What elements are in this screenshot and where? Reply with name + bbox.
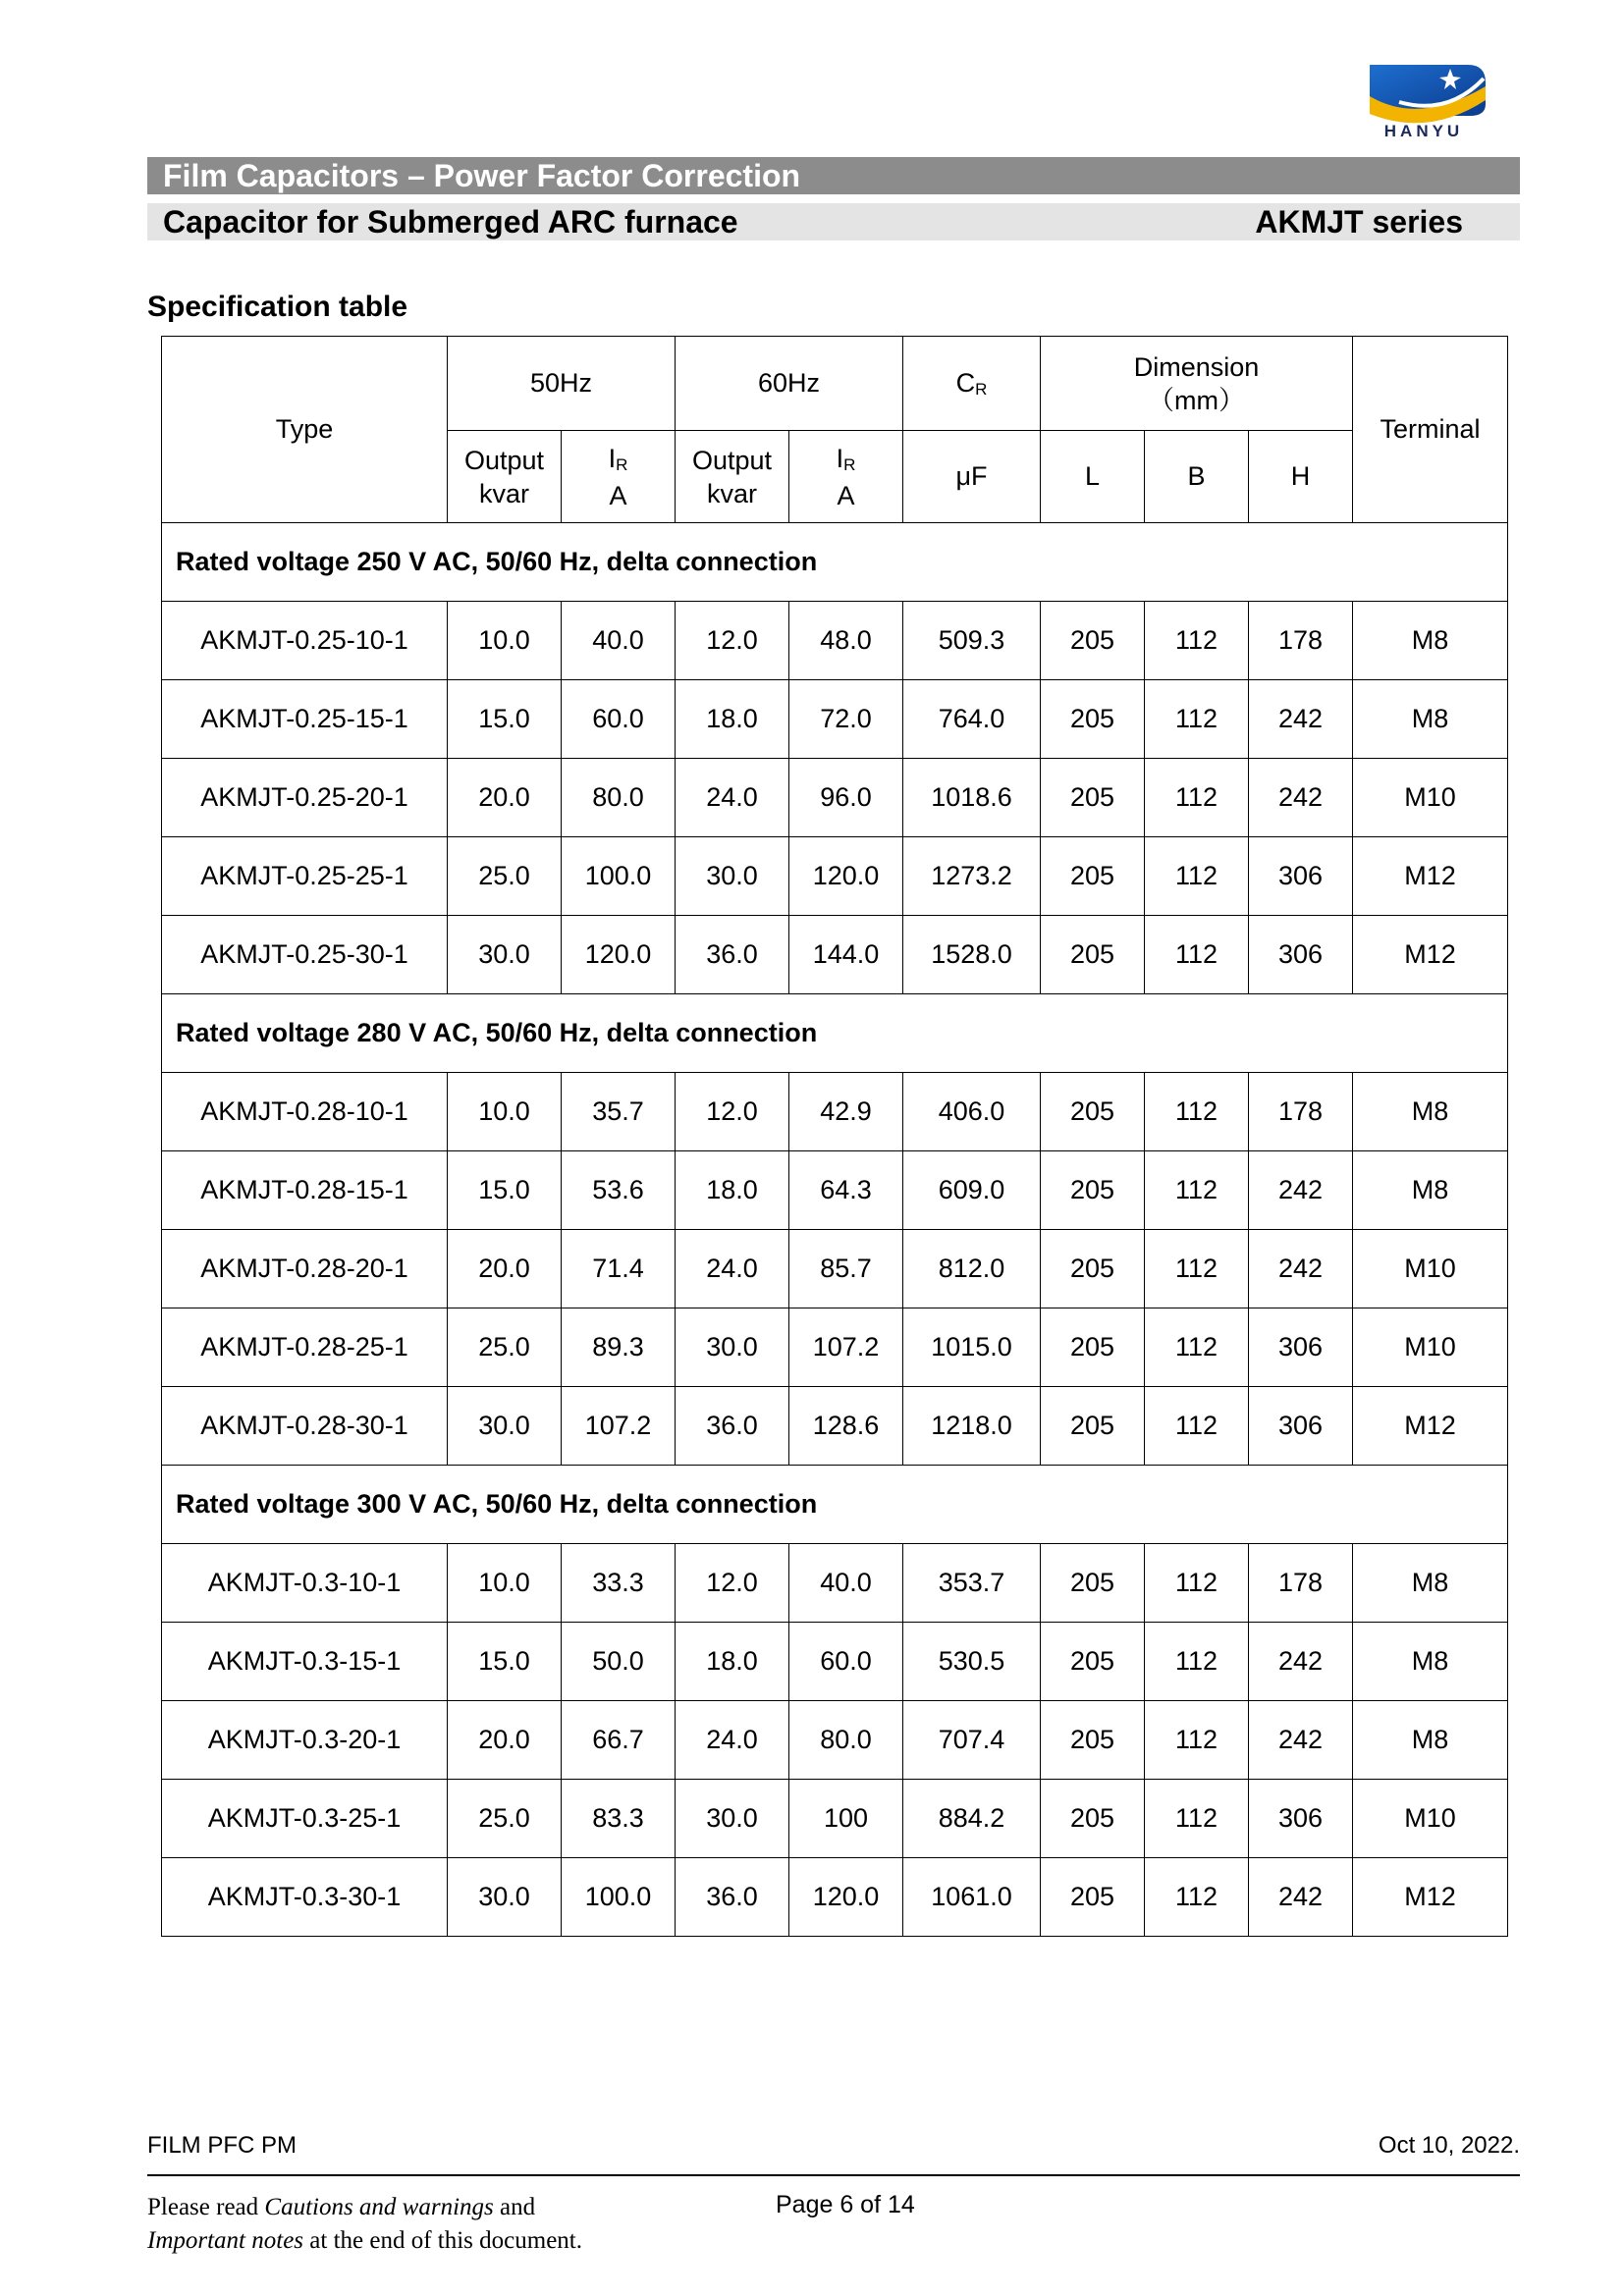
header-output-60: Output kvar <box>676 431 789 523</box>
table-row <box>162 1308 1508 1387</box>
header-ir-60: IR A <box>789 431 903 523</box>
table-cell: 128.6 <box>789 1387 903 1466</box>
table-cell: 107.2 <box>562 1387 676 1466</box>
table-cell: 242 <box>1249 1151 1353 1230</box>
header-type: Type <box>162 337 448 523</box>
header-ir-50: IR A <box>562 431 676 523</box>
table-cell: 80.0 <box>789 1701 903 1780</box>
table-cell: 306 <box>1249 1308 1353 1387</box>
table-cell: 306 <box>1249 1780 1353 1858</box>
table-cell: M8 <box>1353 1701 1508 1780</box>
table-cell: 530.5 <box>903 1623 1041 1701</box>
header-l: L <box>1041 431 1145 523</box>
table-cell: 12.0 <box>676 602 789 680</box>
table-cell: 20.0 <box>448 1701 562 1780</box>
table-cell: 205 <box>1041 1230 1145 1308</box>
header-60hz: 60Hz <box>676 337 903 431</box>
table-cell: 205 <box>1041 1623 1145 1701</box>
type-cell: AKMJT-0.3-25-1 <box>162 1780 448 1858</box>
footer-date: Oct 10, 2022. <box>1378 2132 1520 2159</box>
table-cell: M10 <box>1353 1780 1508 1858</box>
table-cell: 609.0 <box>903 1151 1041 1230</box>
table-cell: 30.0 <box>448 1387 562 1466</box>
table-cell: 36.0 <box>676 1858 789 1937</box>
table-cell: 205 <box>1041 759 1145 837</box>
table-cell: 205 <box>1041 602 1145 680</box>
type-cell: AKMJT-0.3-15-1 <box>162 1623 448 1701</box>
table-cell: 24.0 <box>676 759 789 837</box>
table-cell: 1018.6 <box>903 759 1041 837</box>
table-cell: 205 <box>1041 1073 1145 1151</box>
table-cell: 144.0 <box>789 916 903 994</box>
table-cell: 36.0 <box>676 1387 789 1466</box>
table-cell: 18.0 <box>676 1623 789 1701</box>
table-cell: M8 <box>1353 1623 1508 1701</box>
table-cell: 12.0 <box>676 1544 789 1623</box>
table-row <box>162 1073 1508 1151</box>
type-cell: AKMJT-0.25-10-1 <box>162 602 448 680</box>
table-cell: 107.2 <box>789 1308 903 1387</box>
table-cell: 509.3 <box>903 602 1041 680</box>
table-cell: 112 <box>1145 602 1249 680</box>
table-cell: 205 <box>1041 1858 1145 1937</box>
table-cell: 72.0 <box>789 680 903 759</box>
type-cell: AKMJT-0.3-30-1 <box>162 1858 448 1937</box>
table-row <box>162 1387 1508 1466</box>
table-cell: 25.0 <box>448 1308 562 1387</box>
type-cell: AKMJT-0.28-10-1 <box>162 1073 448 1151</box>
table-row <box>162 1151 1508 1230</box>
voltage-group-row <box>162 994 1508 1073</box>
table-row <box>162 1544 1508 1623</box>
header-50hz: 50Hz <box>448 337 676 431</box>
table-cell: 112 <box>1145 837 1249 916</box>
table-cell: 100 <box>789 1780 903 1858</box>
table-cell: 1218.0 <box>903 1387 1041 1466</box>
table-cell: 30.0 <box>448 1858 562 1937</box>
table-row <box>162 602 1508 680</box>
header-subtitle-bar <box>147 203 1520 240</box>
header-terminal: Terminal <box>1353 337 1508 523</box>
section-title: Specification table <box>147 291 408 323</box>
table-cell: 60.0 <box>789 1623 903 1701</box>
table-cell: 15.0 <box>448 1151 562 1230</box>
table-cell: 242 <box>1249 1701 1353 1780</box>
table-cell: 112 <box>1145 759 1249 837</box>
table-cell: 205 <box>1041 680 1145 759</box>
table-cell: 40.0 <box>789 1544 903 1623</box>
table-cell: 10.0 <box>448 1073 562 1151</box>
table-row <box>162 680 1508 759</box>
table-cell: 25.0 <box>448 1780 562 1858</box>
table-cell: 406.0 <box>903 1073 1041 1151</box>
table-cell: 40.0 <box>562 602 676 680</box>
table-cell: 120.0 <box>562 916 676 994</box>
table-cell: 50.0 <box>562 1623 676 1701</box>
table-cell: 30.0 <box>676 1780 789 1858</box>
table-cell: 60.0 <box>562 680 676 759</box>
table-cell: 205 <box>1041 1780 1145 1858</box>
table-cell: 30.0 <box>676 837 789 916</box>
header-output-50: Output kvar <box>448 431 562 523</box>
table-cell: 33.3 <box>562 1544 676 1623</box>
table-cell: 15.0 <box>448 1623 562 1701</box>
table-cell: M8 <box>1353 1073 1508 1151</box>
table-cell: M12 <box>1353 916 1508 994</box>
table-cell: 242 <box>1249 680 1353 759</box>
table-cell: 89.3 <box>562 1308 676 1387</box>
table-cell: 112 <box>1145 1623 1249 1701</box>
table-header-row <box>162 337 1508 431</box>
table-cell: 884.2 <box>903 1780 1041 1858</box>
table-cell: 812.0 <box>903 1230 1041 1308</box>
table-cell: M8 <box>1353 1151 1508 1230</box>
table-cell: M10 <box>1353 1308 1508 1387</box>
table-cell: 96.0 <box>789 759 903 837</box>
footer-doc-code: FILM PFC PM <box>147 2132 298 2159</box>
voltage-group-row <box>162 1466 1508 1544</box>
table-cell: M10 <box>1353 759 1508 837</box>
table-cell: 1061.0 <box>903 1858 1041 1937</box>
table-cell: 100.0 <box>562 1858 676 1937</box>
table-row <box>162 759 1508 837</box>
voltage-group-title: Rated voltage 300 V AC, 50/60 Hz, delta connection <box>162 1466 1508 1544</box>
table-row <box>162 1701 1508 1780</box>
table-cell: 178 <box>1249 1073 1353 1151</box>
specification-table <box>161 336 1508 1937</box>
footer-note: Please read Cautions and warnings and Important notes at the end of this document. <box>147 2194 582 2254</box>
table-cell: 120.0 <box>789 1858 903 1937</box>
page-number: Page 6 of 14 <box>776 2191 915 2218</box>
table-cell: 707.4 <box>903 1701 1041 1780</box>
table-cell: 66.7 <box>562 1701 676 1780</box>
type-cell: AKMJT-0.25-20-1 <box>162 759 448 837</box>
type-cell: AKMJT-0.25-15-1 <box>162 680 448 759</box>
table-cell: 242 <box>1249 1230 1353 1308</box>
table-cell: 205 <box>1041 1151 1145 1230</box>
table-cell: 1528.0 <box>903 916 1041 994</box>
table-cell: 112 <box>1145 1701 1249 1780</box>
table-cell: 80.0 <box>562 759 676 837</box>
table-cell: 24.0 <box>676 1230 789 1308</box>
table-cell: M12 <box>1353 1858 1508 1937</box>
voltage-group-row <box>162 523 1508 602</box>
header-title-bar: Film Capacitors – Power Factor Correction <box>147 157 1520 194</box>
table-cell: 64.3 <box>789 1151 903 1230</box>
table-cell: 1273.2 <box>903 837 1041 916</box>
table-cell: 1015.0 <box>903 1308 1041 1387</box>
table-cell: 10.0 <box>448 602 562 680</box>
table-cell: 20.0 <box>448 759 562 837</box>
table-cell: M8 <box>1353 1544 1508 1623</box>
table-cell: 242 <box>1249 1858 1353 1937</box>
table-cell: 178 <box>1249 1544 1353 1623</box>
table-cell: 30.0 <box>448 916 562 994</box>
table-cell: M10 <box>1353 1230 1508 1308</box>
table-cell: 306 <box>1249 1387 1353 1466</box>
type-cell: AKMJT-0.25-30-1 <box>162 916 448 994</box>
table-cell: 30.0 <box>676 1308 789 1387</box>
table-cell: 306 <box>1249 916 1353 994</box>
table-cell: 120.0 <box>789 837 903 916</box>
table-cell: 12.0 <box>676 1073 789 1151</box>
table-cell: 71.4 <box>562 1230 676 1308</box>
table-cell: M8 <box>1353 602 1508 680</box>
header-cr: CR <box>903 337 1041 431</box>
table-cell: 112 <box>1145 680 1249 759</box>
type-cell: AKMJT-0.28-20-1 <box>162 1230 448 1308</box>
table-cell: 112 <box>1145 1780 1249 1858</box>
table-cell: 112 <box>1145 1151 1249 1230</box>
table-cell: 205 <box>1041 1701 1145 1780</box>
table-cell: 242 <box>1249 1623 1353 1701</box>
table-cell: 48.0 <box>789 602 903 680</box>
type-cell: AKMJT-0.3-10-1 <box>162 1544 448 1623</box>
table-cell: 18.0 <box>676 680 789 759</box>
type-cell: AKMJT-0.28-15-1 <box>162 1151 448 1230</box>
table-cell: 83.3 <box>562 1780 676 1858</box>
table-cell: 10.0 <box>448 1544 562 1623</box>
header-b: B <box>1145 431 1249 523</box>
table-cell: 112 <box>1145 1858 1249 1937</box>
table-cell: 85.7 <box>789 1230 903 1308</box>
header-h: H <box>1249 431 1353 523</box>
table-row <box>162 1858 1508 1937</box>
table-cell: 205 <box>1041 916 1145 994</box>
type-cell: AKMJT-0.28-25-1 <box>162 1308 448 1387</box>
table-cell: M12 <box>1353 1387 1508 1466</box>
type-cell: AKMJT-0.28-30-1 <box>162 1387 448 1466</box>
table-row <box>162 1623 1508 1701</box>
table-cell: 306 <box>1249 837 1353 916</box>
table-row <box>162 1230 1508 1308</box>
table-cell: 205 <box>1041 1544 1145 1623</box>
table-cell: 25.0 <box>448 837 562 916</box>
table-cell: 112 <box>1145 916 1249 994</box>
table-cell: 112 <box>1145 1230 1249 1308</box>
table-cell: 100.0 <box>562 837 676 916</box>
table-cell: 112 <box>1145 1544 1249 1623</box>
table-cell: 178 <box>1249 602 1353 680</box>
table-cell: 35.7 <box>562 1073 676 1151</box>
table-row <box>162 1780 1508 1858</box>
table-cell: 242 <box>1249 759 1353 837</box>
header-uf: μF <box>903 431 1041 523</box>
voltage-group-title: Rated voltage 280 V AC, 50/60 Hz, delta connection <box>162 994 1508 1073</box>
table-row <box>162 916 1508 994</box>
table-cell: M8 <box>1353 680 1508 759</box>
table-row <box>162 837 1508 916</box>
table-cell: 24.0 <box>676 1701 789 1780</box>
table-cell: 20.0 <box>448 1230 562 1308</box>
table-cell: M12 <box>1353 837 1508 916</box>
voltage-group-title: Rated voltage 250 V AC, 50/60 Hz, delta connection <box>162 523 1508 602</box>
table-cell: 112 <box>1145 1073 1249 1151</box>
table-cell: 112 <box>1145 1308 1249 1387</box>
series-name: AKMJT series <box>1255 204 1463 240</box>
table-cell: 36.0 <box>676 916 789 994</box>
table-cell: 764.0 <box>903 680 1041 759</box>
table-cell: 15.0 <box>448 680 562 759</box>
table-cell: 205 <box>1041 1387 1145 1466</box>
type-cell: AKMJT-0.25-25-1 <box>162 837 448 916</box>
table-cell: 205 <box>1041 1308 1145 1387</box>
table-cell: 18.0 <box>676 1151 789 1230</box>
table-cell: 112 <box>1145 1387 1249 1466</box>
footer-divider <box>147 2174 1520 2176</box>
table-cell: 53.6 <box>562 1151 676 1230</box>
table-cell: 42.9 <box>789 1073 903 1151</box>
logo-text: HANYU <box>1383 122 1464 140</box>
table-cell: 205 <box>1041 837 1145 916</box>
type-cell: AKMJT-0.3-20-1 <box>162 1701 448 1780</box>
subtitle-text: Capacitor for Submerged ARC furnace <box>163 204 738 240</box>
table-cell: 353.7 <box>903 1544 1041 1623</box>
header-dimension: Dimension （mm） <box>1041 337 1353 431</box>
